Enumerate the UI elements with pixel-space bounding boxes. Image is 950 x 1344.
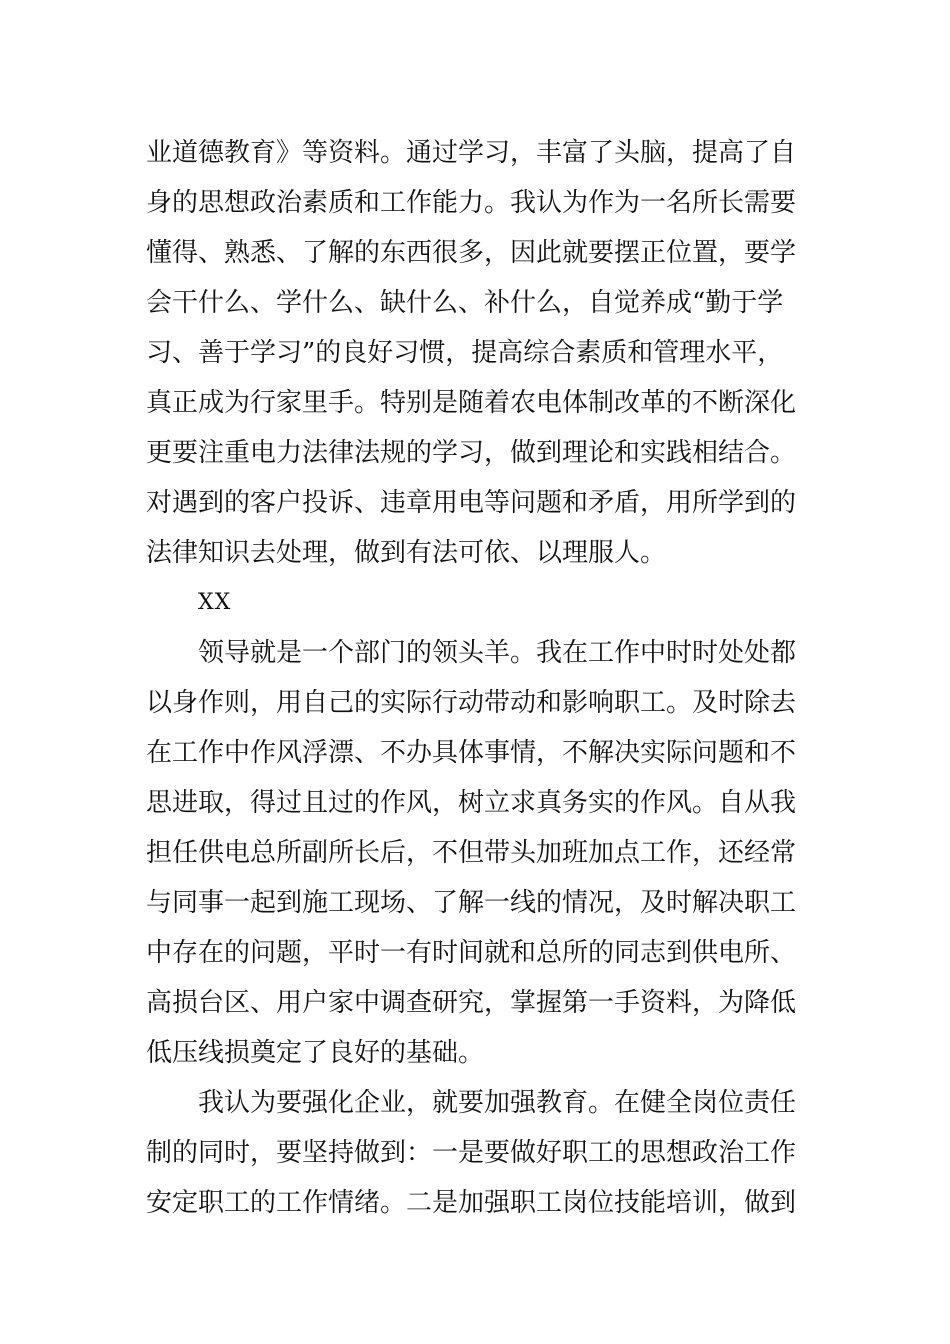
text-line: 低压线损奠定了良好的基础。 bbox=[146, 1038, 485, 1068]
text-line: 习、善于学习”的良好习惯，提高综合素质和管理水平， bbox=[146, 338, 784, 368]
text-line: 领导就是一个部门的领头羊。我在工作中时时处处都 bbox=[198, 638, 797, 668]
text-line: 我认为要强化企业，就要加强教育。在健全岗位责任 bbox=[198, 1088, 797, 1118]
text-line: 中存在的问题，平时一有时间就和总所的同志到供电所、 bbox=[146, 938, 797, 968]
text-line: 与同事一起到施工现场、了解一线的情况，及时解决职工 bbox=[146, 888, 797, 918]
document-body bbox=[146, 128, 810, 1228]
text-line: 法律知识去处理，做到有法可依、以理服人。 bbox=[146, 538, 667, 568]
text-line: 真正成为行家里手。特别是随着农电体制改革的不断深化 bbox=[146, 388, 797, 418]
text-line: 更要注重电力法律法规的学习，做到理论和实践相结合。 bbox=[146, 438, 797, 468]
paragraph-leadership bbox=[146, 628, 810, 1078]
text-line: 安定职工的工作情绪。二是加强职工岗位技能培训，做到 bbox=[146, 1188, 797, 1218]
text-line: 在工作中作风浮漂、不办具体事情，不解决实际问题和不 bbox=[146, 738, 797, 768]
text-line: 懂得、熟悉、了解的东西很多，因此就要摆正位置，要学 bbox=[146, 238, 797, 268]
text-line: 担任供电总所副所长后，不但带头加班加点工作，还经常 bbox=[146, 838, 797, 868]
text-line: 业道德教育》等资料。通过学习，丰富了头脑，提高了自 bbox=[146, 138, 797, 168]
paragraph-study bbox=[146, 128, 810, 578]
text-line: 以身作则，用自己的实际行动带动和影响职工。及时除去 bbox=[146, 688, 797, 718]
section-heading: XX bbox=[198, 590, 232, 615]
text-line: 思进取，得过且过的作风，树立求真务实的作风。自从我 bbox=[146, 788, 797, 818]
paragraph-education bbox=[146, 1078, 810, 1228]
text-line: 高损台区、用户家中调查研究，掌握第一手资料，为降低 bbox=[146, 988, 797, 1018]
text-line: 制的同时，要坚持做到：一是要做好职工的思想政治工作 bbox=[146, 1138, 797, 1168]
text-line: 身的思想政治素质和工作能力。我认为作为一名所长需要 bbox=[146, 188, 797, 218]
text-line: 会干什么、学什么、缺什么、补什么，自觉养成“勤于学 bbox=[146, 288, 784, 318]
text-line: 对遇到的客户投诉、违章用电等问题和矛盾，用所学到的 bbox=[146, 488, 797, 518]
